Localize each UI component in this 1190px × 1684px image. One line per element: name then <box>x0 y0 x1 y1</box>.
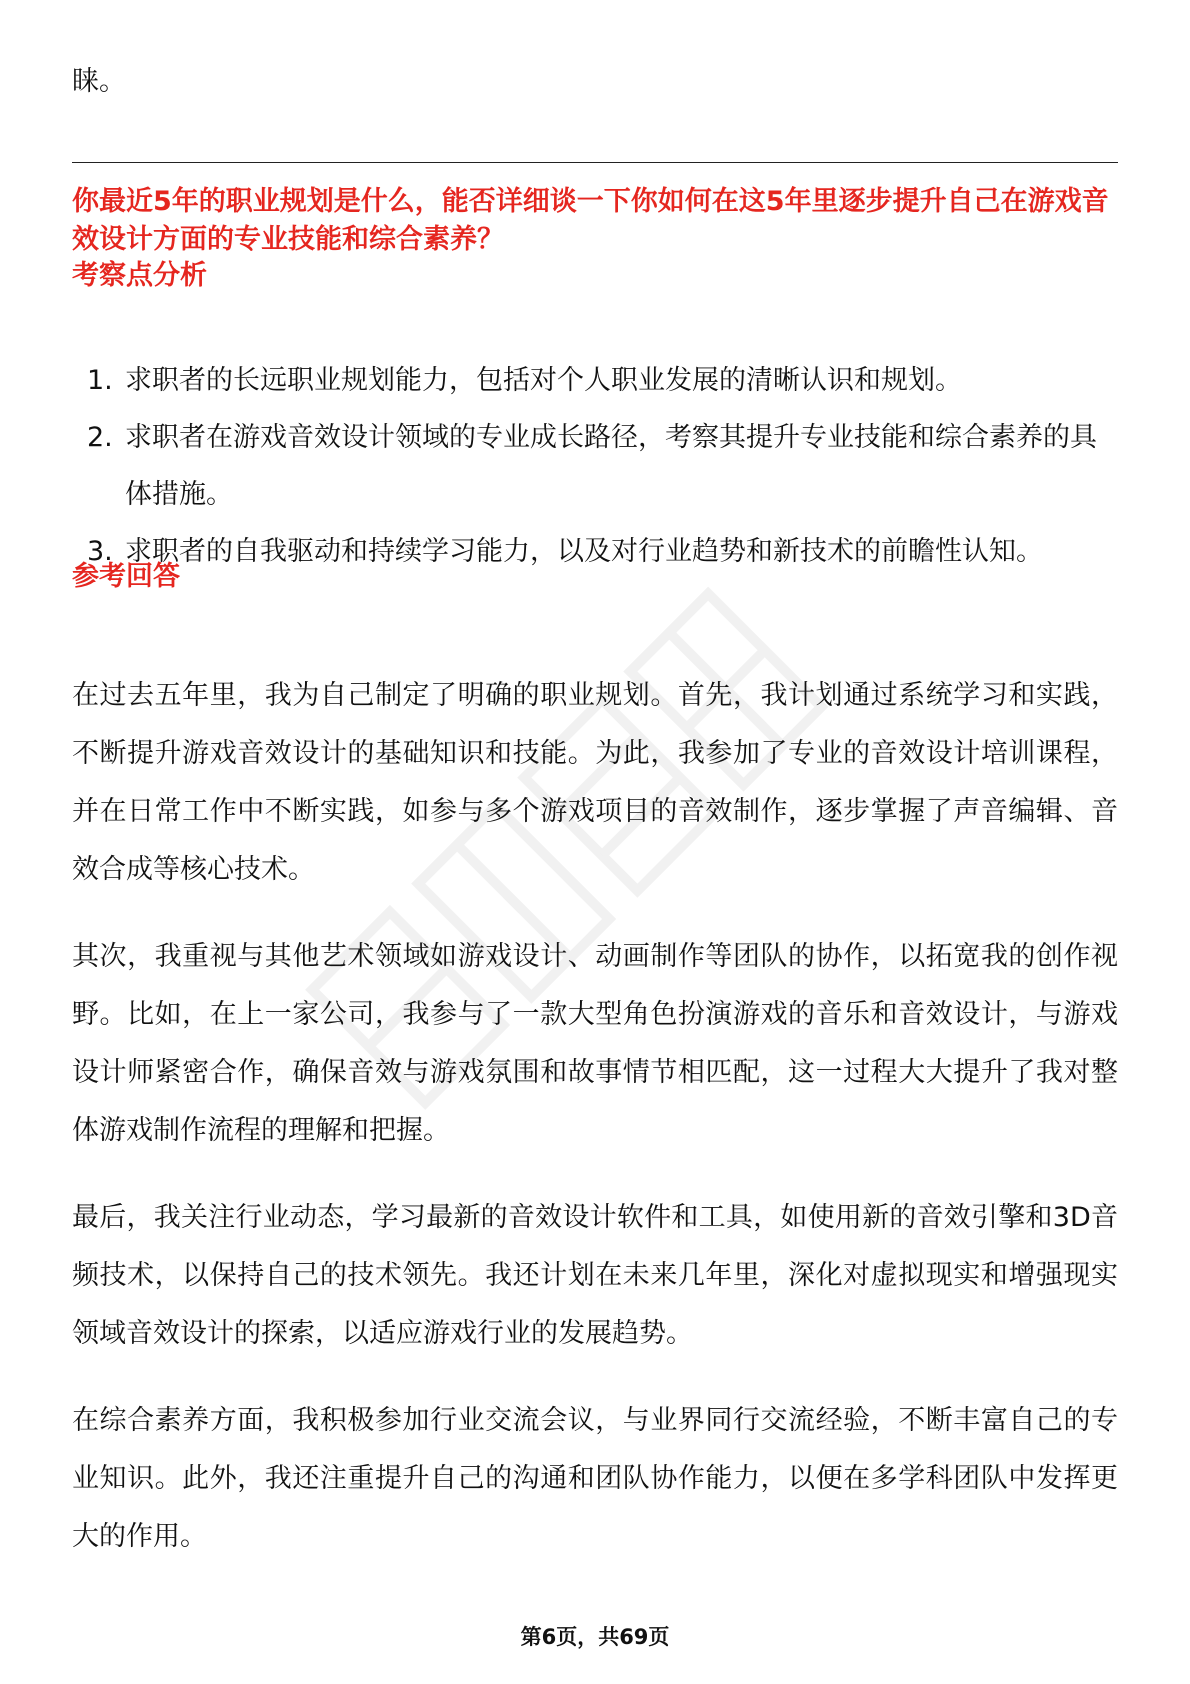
answer-paragraph: 在综合素养方面，我积极参加行业交流会议，与业界同行交流经验，不断丰富自己的专业知识。此外，我还注重提升自己的沟通和团队协作能力，以便在多学科团队中发挥更大的作用。 <box>72 1405 1118 1552</box>
point-text: 求职者的长远职业规划能力，包括对个人职业发展的清晰认识和规划。 <box>125 365 962 396</box>
question-heading: 你最近5年的职业规划是什么，能否详细谈一下你如何在这5年里逐步提升自己在游戏音效设计方面的专业技能和综合素养？ <box>72 186 1109 255</box>
document-page <box>72 0 1118 1684</box>
section-divider <box>72 162 1118 163</box>
carryover-text: 睐。 <box>72 66 126 97</box>
point-text: 求职者在游戏音效设计领域的专业成长路径，考察其提升专业技能和综合素养的具体措施。 <box>125 422 1097 510</box>
answer-paragraph: 最后，我关注行业动态，学习最新的音效设计软件和工具，如使用新的音效引擎和3D音频技术，以保持自己的技术领先。我还计划在未来几年里，深化对虚拟现实和增强现实领域音效设计的探索，以适应游戏行业的发展趋势。 <box>72 1202 1118 1349</box>
answer-body <box>72 667 1118 1595</box>
answer-paragraph: 在过去五年里，我为自己制定了明确的职业规划。首先，我计划通过系统学习和实践，不断提升游戏音效设计的基础知识和技能。为此，我参加了专业的音效设计培训课程，并在日常工作中不断实践，如参与多个游戏项目的音效制作，逐步掌握了声音编辑、音效合成等核心技术。 <box>72 680 1118 885</box>
point-number: 3. <box>87 536 113 567</box>
analysis-points-list <box>72 352 1118 580</box>
answer-title: 参考回答 <box>72 561 180 592</box>
point-text: 求职者的自我驱动和持续学习能力，以及对行业趋势和新技术的前瞻性认知。 <box>125 536 1043 567</box>
analysis-title: 考察点分析 <box>72 260 207 291</box>
point-number: 1. <box>87 365 113 396</box>
analysis-point <box>72 409 1118 523</box>
analysis-point <box>72 523 1118 580</box>
point-number: 2. <box>87 422 113 453</box>
page-footer: 第6页，共69页 <box>520 1625 670 1649</box>
answer-paragraph: 其次，我重视与其他艺术领域如游戏设计、动画制作等团队的协作，以拓宽我的创作视野。比如，在上一家公司，我参与了一款大型角色扮演游戏的音乐和音效设计，与游戏设计师紧密合作，确保音效与游戏氛围和故事情节相匹配，这一过程大大提升了我对整体游戏制作流程的理解和把握。 <box>72 941 1118 1146</box>
analysis-point <box>72 352 1118 409</box>
